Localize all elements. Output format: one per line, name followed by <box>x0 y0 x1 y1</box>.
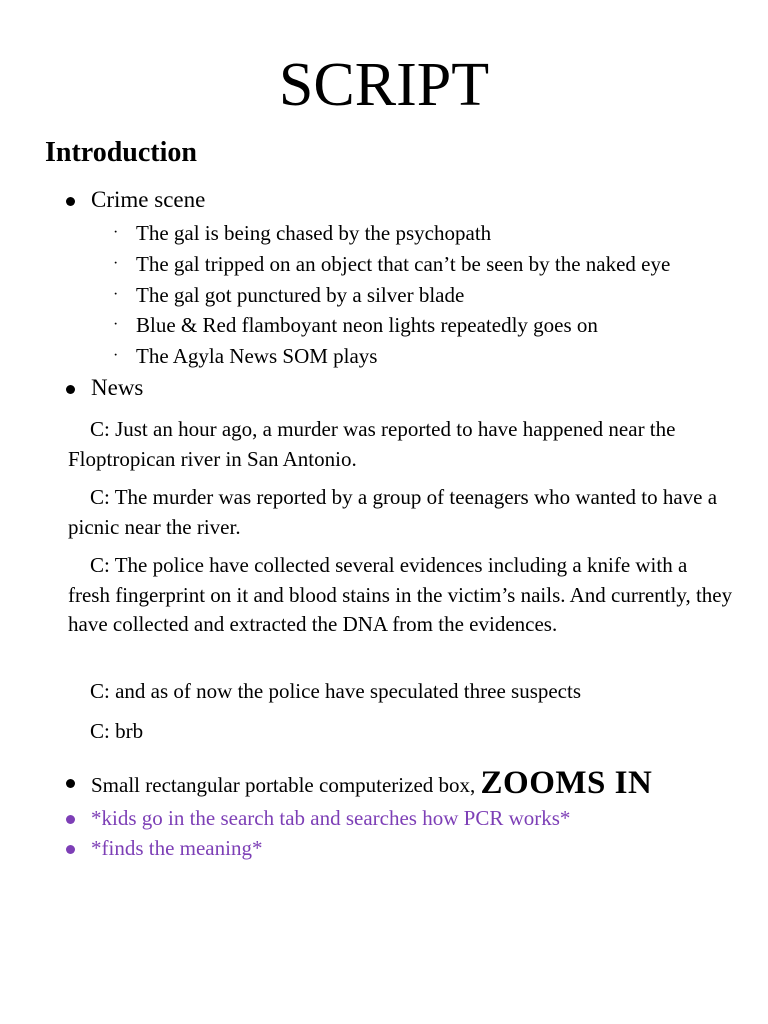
bullet-dot-icon <box>66 385 75 394</box>
middle-dot-icon: · <box>113 224 119 241</box>
news-line: C: Just an hour ago, a murder was reported to have happened near the Floptropican river in San Antonio. <box>68 417 676 471</box>
bullet-dot-icon <box>66 845 75 854</box>
bullet-label: *finds the meaning* <box>91 836 263 860</box>
bullet-label: News <box>91 375 144 400</box>
news-line: C: The police have collected several evidences including a knife with a fresh fingerprint on it and blood stains in the victim’s nails. And currently, they have collected and extracted the DNA from the evidences. <box>68 553 733 636</box>
list-item: · The gal got punctured by a silver blade <box>110 280 670 311</box>
news-line: C: and as of now the police have speculated three suspects <box>90 679 582 703</box>
crime-scene-list <box>110 218 670 372</box>
bullet-label: Crime scene <box>91 187 206 212</box>
news-line: C: The murder was reported by a group of teenagers who wanted to have a picnic near the river. <box>68 485 718 539</box>
list-item: · The gal tripped on an object that can’t be seen by the naked eye <box>110 249 670 280</box>
bullet-dot-icon <box>66 779 75 788</box>
bullet-label: *kids go in the search tab and searches how PCR works* <box>91 806 571 830</box>
middle-dot-icon: · <box>113 254 119 272</box>
zoom-emphasis: ZOOMS IN <box>480 765 653 801</box>
document-title: SCRIPT <box>278 51 490 119</box>
bullet-dot-icon <box>66 815 75 824</box>
list-item: · Blue & Red flamboyant neon lights repeatedly goes on <box>110 310 670 341</box>
list-item: · The Agyla News SOM plays <box>110 341 670 372</box>
middle-dot-icon: · <box>113 285 119 303</box>
bullet-label: Small rectangular portable computerized box, <box>91 773 476 797</box>
middle-dot-icon: · <box>113 316 119 334</box>
news-line: C: brb <box>90 719 144 743</box>
section-heading: Introduction <box>45 137 197 168</box>
bullet-dot-icon <box>66 197 75 206</box>
middle-dot-icon: · <box>113 347 119 365</box>
list-item: · The gal is being chased by the psychopath <box>110 218 670 249</box>
